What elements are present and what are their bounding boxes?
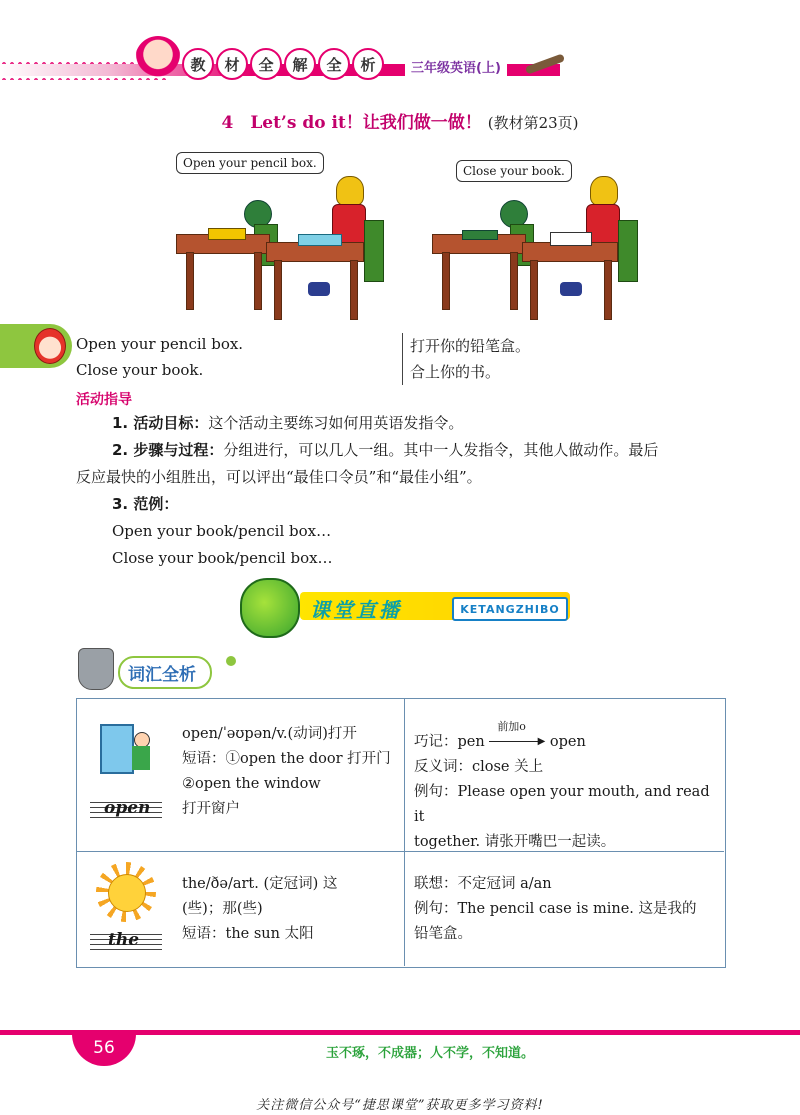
title-char: 教 <box>182 48 214 80</box>
guide-body <box>76 410 726 572</box>
robot-mascot-icon <box>78 648 114 690</box>
banner-tag: KETANGZHIBO <box>452 597 568 621</box>
guide-example-2: Close your book/pencil box… <box>112 549 333 567</box>
example-line: 例句：Please open your mouth, and read it <box>414 784 710 825</box>
vocab-definition <box>182 722 397 822</box>
example-line: 铅笔盒。 <box>414 926 472 942</box>
desk-leg <box>274 260 282 320</box>
desk-leg <box>442 252 450 310</box>
guide-item2-text: 分组进行，可以几人一组。其中一人发指令，其他人做动作。最后 <box>223 441 659 459</box>
guide-item1-text: 这个活动主要练习如何用英语发指令。 <box>208 414 464 432</box>
dialogue-divider <box>402 333 403 385</box>
girl-head-icon <box>336 176 364 206</box>
example-line: 例句：The pencil case is mine. 这是我的 <box>414 901 697 917</box>
table-col-divider <box>404 698 405 966</box>
vocab-def-line: open/ˈəʊpən/v.(动词)打开 <box>182 726 357 742</box>
desk-leg <box>186 252 194 310</box>
dialogue-en-1: Open your pencil box. <box>76 335 244 353</box>
guide-item2-label: 2. 步骤与过程： <box>112 441 224 459</box>
guide-item1-label: 1. 活动目标： <box>112 414 209 432</box>
memory-tip-suffix: open <box>549 734 586 750</box>
memory-tip-prefix: 巧记：pen <box>414 734 485 750</box>
guide-item2-cont: 反应最快的小组胜出，可以评出“最佳口令员”和“最佳小组”。 <box>76 468 482 486</box>
pencil-box-icon <box>208 228 246 240</box>
classroom-scene-open <box>174 150 406 325</box>
arrow-label: 前加o <box>497 720 526 733</box>
girl-mascot-icon <box>135 36 181 82</box>
sun-icon <box>92 860 160 924</box>
book-icon <box>462 230 498 240</box>
vocab-notes <box>414 720 719 855</box>
antonym: 反义词：close 关上 <box>414 759 544 775</box>
title-char: 全 <box>318 48 350 80</box>
dialogue-zh-2: 合上你的书。 <box>410 363 501 381</box>
vocab-word: the <box>108 930 140 950</box>
desk-leg <box>530 260 538 320</box>
section-heading: 4 Let’s do it！让我们做一做！ <box>221 113 482 133</box>
vocab-def-line: 打开窗户 <box>182 801 240 817</box>
page-number: 56 <box>72 1030 136 1066</box>
footer-quote: 玉不琢，不成器；人不学，不知道。 <box>325 1046 534 1061</box>
desk-leg <box>510 252 518 310</box>
girl-head-icon <box>590 176 618 206</box>
shoe-icon <box>560 282 582 296</box>
vocab-dot <box>226 656 236 666</box>
book-series-title <box>182 48 384 80</box>
window-boy-icon <box>96 724 160 790</box>
desk-leg <box>350 260 358 320</box>
guide-item3-label: 3. 范例： <box>112 495 179 513</box>
page-reference: (教材第23页) <box>487 114 579 132</box>
guide-heading: 活动指导 <box>76 392 132 408</box>
footer-note: 关注微信公众号“捷思课堂”获取更多学习资料! <box>256 1098 544 1113</box>
green-mascot-icon <box>240 578 300 638</box>
vocab-def-line: the/ðə/art. (定冠词) 这 <box>182 876 338 892</box>
vocab-notes <box>414 872 719 947</box>
speech-bubble-left: Open your pencil box. <box>176 152 324 174</box>
fox-mascot-icon <box>34 328 66 364</box>
title-char: 解 <box>284 48 316 80</box>
speech-bubble-right: Close your book. <box>456 160 572 182</box>
banner-title: 课堂直播 <box>310 598 402 622</box>
example-line: together. 请张开嘴巴一起读。 <box>414 834 616 850</box>
vocab-heading: 词汇全析 <box>118 656 212 689</box>
association: 联想：不定冠词 a/an <box>414 876 552 892</box>
dialogue-zh-1: 打开你的铅笔盒。 <box>410 337 531 355</box>
title-char: 全 <box>250 48 282 80</box>
desk-leg <box>604 260 612 320</box>
classroom-live-banner <box>240 578 574 634</box>
book-icon <box>550 232 592 246</box>
vocab-def-line: (些)；那(些) <box>182 901 263 917</box>
arrow-icon: ▶ 前加o <box>489 737 545 747</box>
vocab-def-line: 短语：①open the door 打开门 <box>182 751 391 767</box>
title-char: 析 <box>352 48 384 80</box>
desk-leg <box>254 252 262 310</box>
vocab-definition <box>182 872 397 947</box>
classroom-scene-close <box>430 150 662 325</box>
vocab-def-line: 短语：the sun 太阳 <box>182 926 314 942</box>
chair-icon <box>364 220 384 282</box>
title-char: 材 <box>216 48 248 80</box>
vocab-def-line: ②open the window <box>182 776 321 792</box>
dialogue-en-2: Close your book. <box>76 361 204 379</box>
pencil-box-icon <box>298 234 342 246</box>
vocab-word: open <box>104 798 151 818</box>
guide-example-1: Open your book/pencil box… <box>112 522 332 540</box>
section-title <box>0 108 800 133</box>
chair-icon <box>618 220 638 282</box>
shoe-icon <box>308 282 330 296</box>
book-grade-subtitle: 三年级英语(上) <box>405 57 507 76</box>
